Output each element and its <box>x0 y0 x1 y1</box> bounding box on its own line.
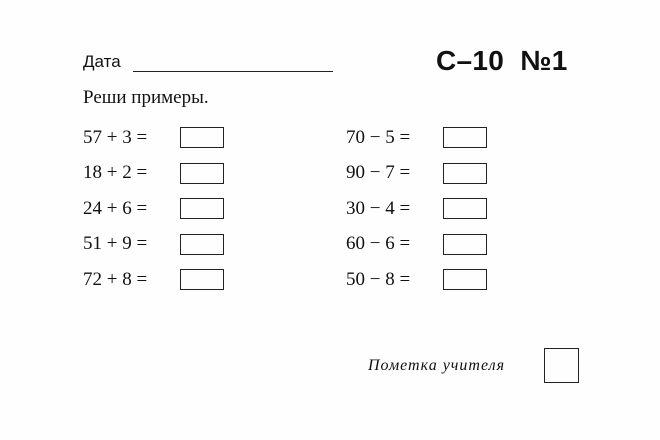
problem-row <box>346 120 487 156</box>
addition-column <box>83 120 224 298</box>
problem-row <box>83 227 224 263</box>
answer-box[interactable] <box>180 198 224 219</box>
problem-row <box>83 262 224 298</box>
date-label: Дата <box>83 52 121 71</box>
answer-box[interactable] <box>443 269 487 290</box>
answer-box[interactable] <box>180 163 224 184</box>
answer-box[interactable] <box>443 163 487 184</box>
problem-expression: 50 − 8 = <box>346 268 411 290</box>
problem-expression: 70 − 5 = <box>346 126 411 148</box>
problem-expression: 60 − 6 = <box>346 233 411 255</box>
problem-row <box>83 120 224 156</box>
problem-expression: 57 + 3 = <box>83 126 148 148</box>
problem-expression: 30 − 4 = <box>346 197 411 219</box>
answer-box[interactable] <box>180 234 224 255</box>
problem-row <box>83 156 224 192</box>
teacher-mark-label: Пометка учителя <box>368 357 506 374</box>
problem-expression: 24 + 6 = <box>83 197 148 219</box>
worksheet-code: С–10 №1 <box>436 45 568 76</box>
answer-box[interactable] <box>443 198 487 219</box>
answer-box[interactable] <box>443 127 487 148</box>
problem-row <box>346 156 487 192</box>
problem-expression: 90 − 7 = <box>346 162 411 184</box>
problem-expression: 72 + 8 = <box>83 268 148 290</box>
problem-row <box>346 191 487 227</box>
problem-expression: 51 + 9 = <box>83 233 148 255</box>
answer-box[interactable] <box>180 127 224 148</box>
problem-expression: 18 + 2 = <box>83 162 148 184</box>
problem-row <box>346 262 487 298</box>
problem-row <box>83 191 224 227</box>
date-field-line[interactable] <box>133 71 333 72</box>
subtraction-column <box>346 120 487 298</box>
teacher-mark-box[interactable] <box>544 348 579 383</box>
instruction-text: Реши примеры. <box>83 87 209 108</box>
answer-box[interactable] <box>180 269 224 290</box>
problem-row <box>346 227 487 263</box>
answer-box[interactable] <box>443 234 487 255</box>
